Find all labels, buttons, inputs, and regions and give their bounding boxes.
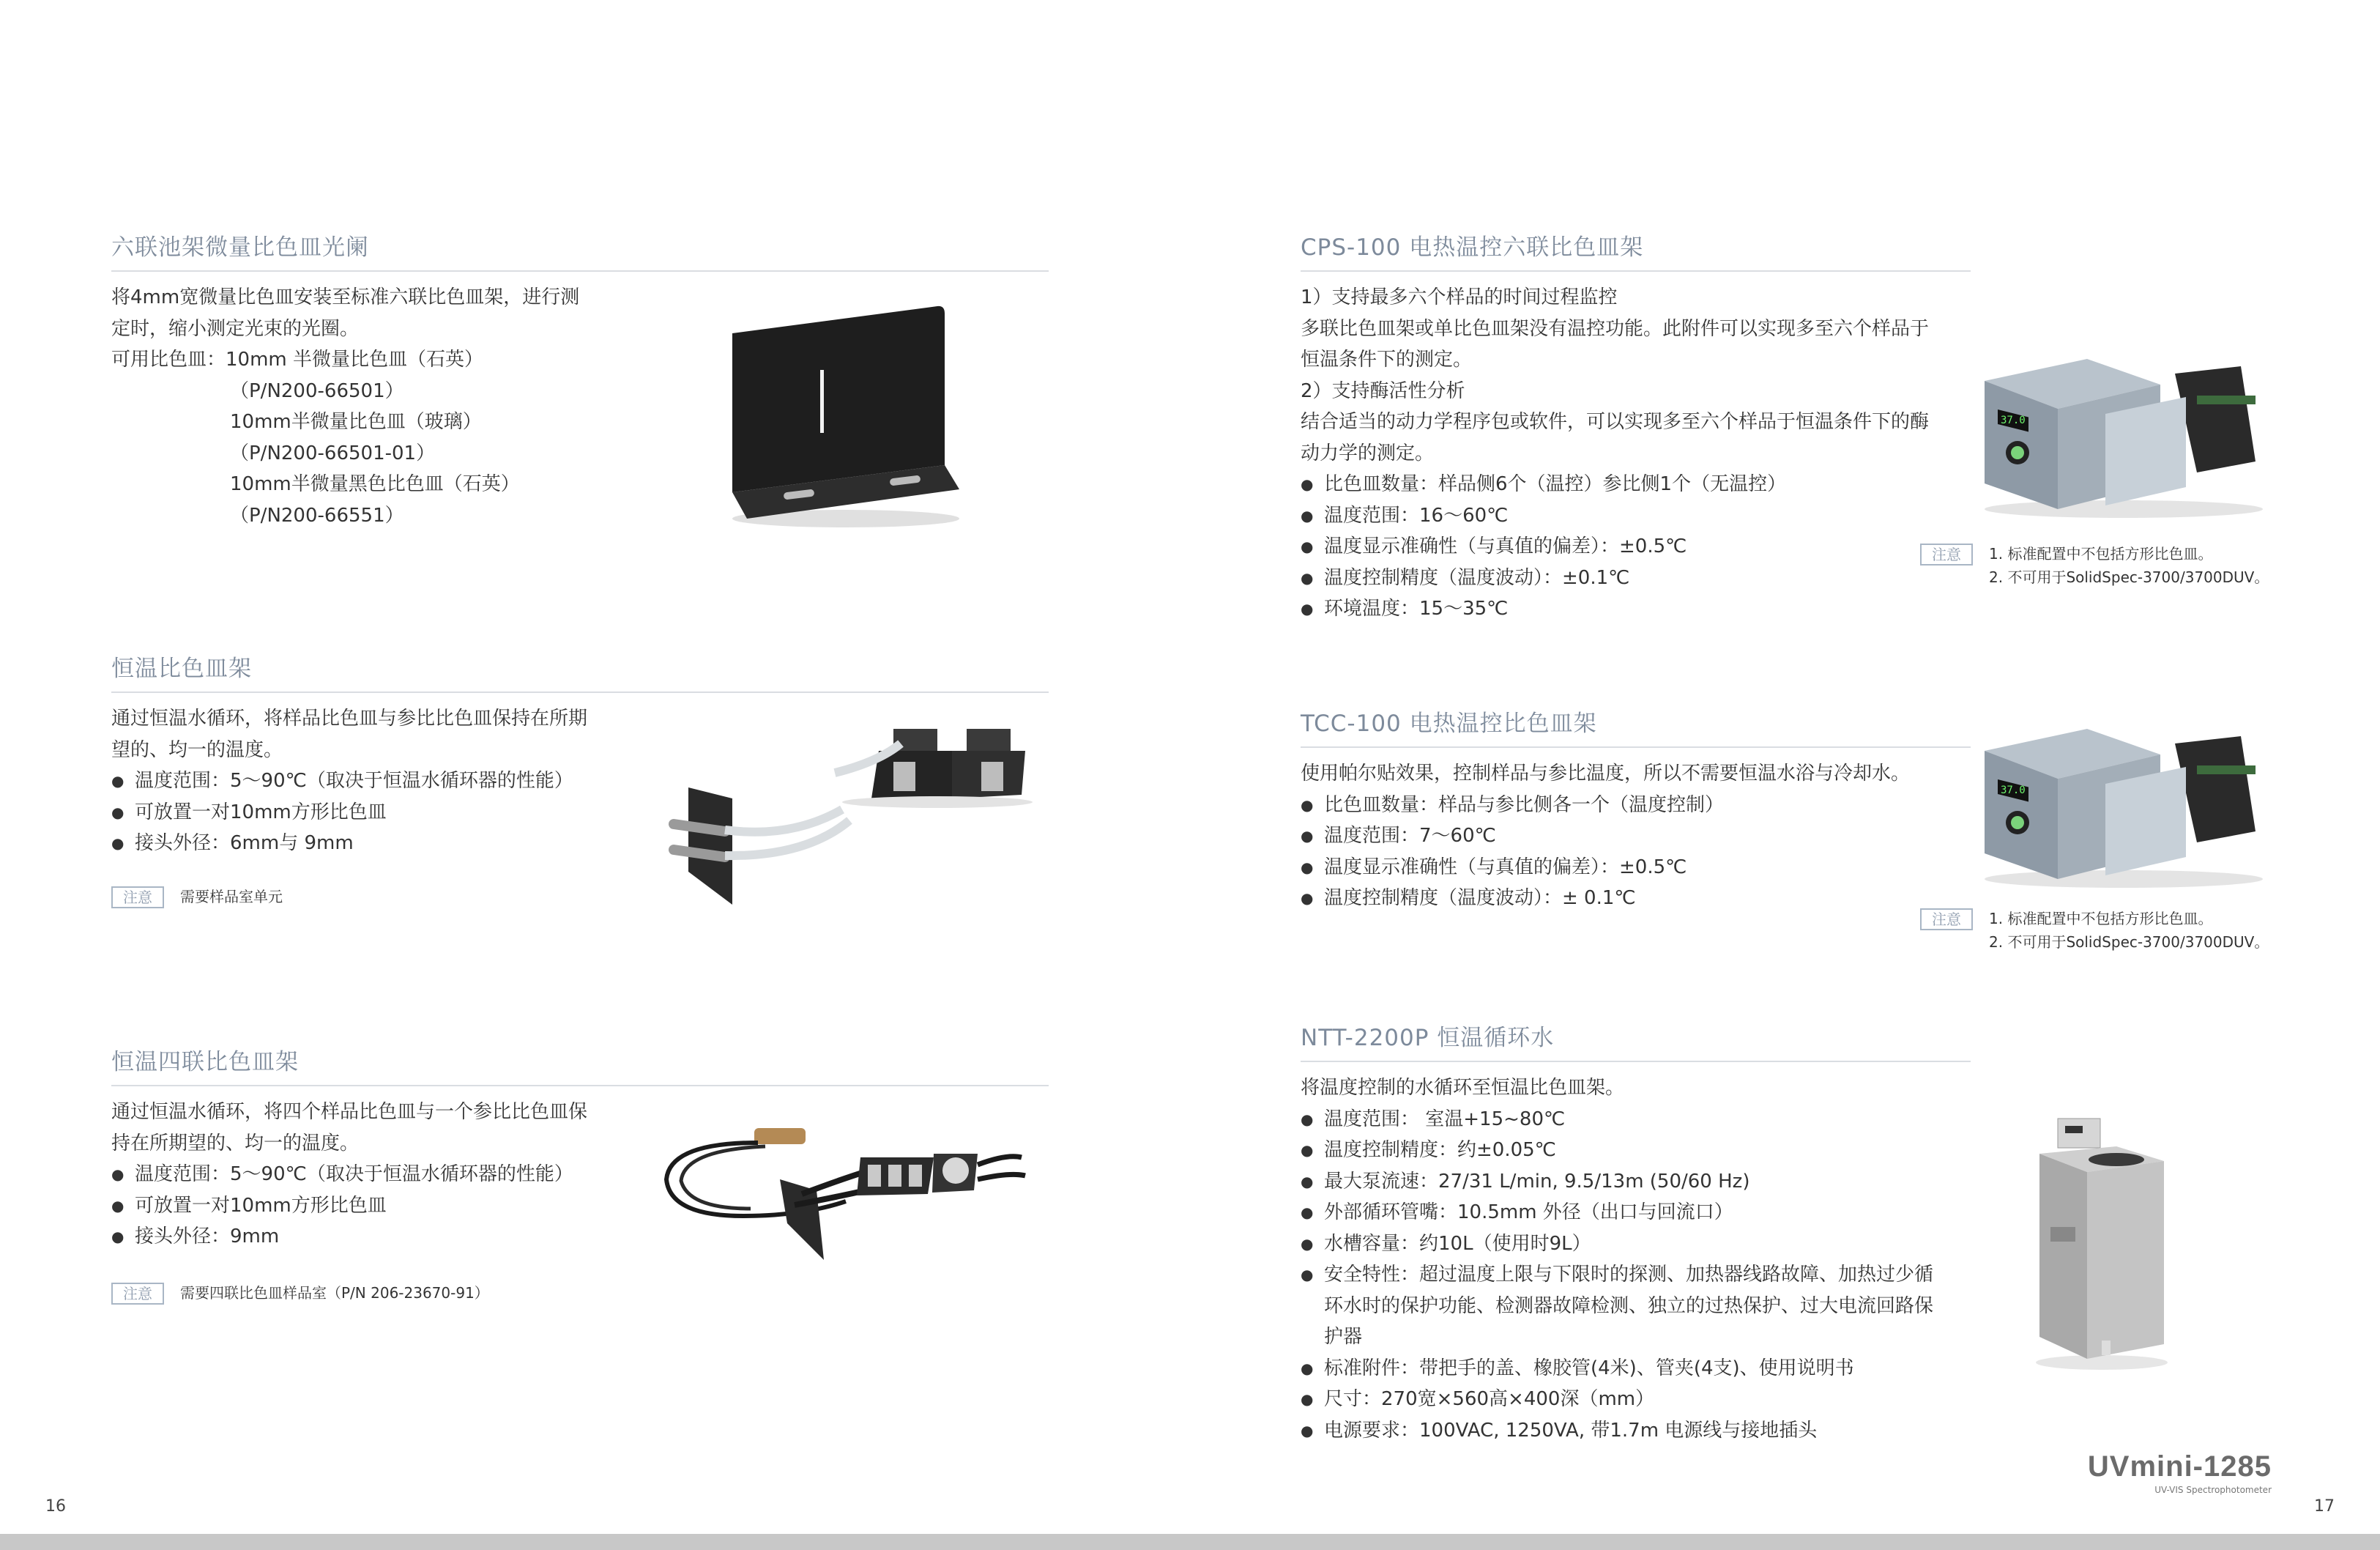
section-tcc100: [1301, 705, 1971, 914]
ntt2200p-product-image: [2028, 1110, 2175, 1373]
section-title: NTT-2200P 恒温循环水: [1301, 1019, 1971, 1062]
note-line: 1. 标准配置中不包括方形比色皿。: [1989, 545, 2213, 563]
spec-item: ● 温度范围：7～60℃: [1301, 820, 1945, 852]
note-tag: 注意: [111, 1283, 164, 1305]
spec-item: ● 尺寸：270宽×560高×400深（mm）: [1301, 1384, 1945, 1415]
feature-1-desc: 多联比色皿架或单比色皿架没有温控功能。此附件可以实现多至六个样品于恒温条件下的测定。: [1301, 317, 1930, 371]
spec-item: ● 温度显示准确性（与真值的偏差）：±0.5℃: [1301, 852, 1945, 883]
note-line: 2. 不可用于SolidSpec-3700/3700DUV。: [1989, 933, 2269, 951]
section-title: 恒温四联比色皿架: [111, 1043, 1049, 1086]
spec-item: ● 温度控制精度（温度波动）：± 0.1℃: [1301, 883, 1945, 914]
spec-item: ● 接头外径：6mm与 9mm: [111, 828, 595, 859]
brand-subtitle: UV-VIS Spectrophotometer: [2154, 1485, 2272, 1495]
cell-item: （P/N200-66501-01）: [230, 442, 436, 464]
section-description: 将4mm宽微量比色皿安装至标准六联比色皿架，进行测定时，缩小测定光束的光圈。: [111, 286, 580, 340]
spec-item: ● 电源要求：100VAC, 1250VA, 带1.7m 电源线与接地插头: [1301, 1415, 1945, 1447]
aperture-product-image: [718, 300, 967, 535]
section-title: TCC-100 电热温控比色皿架: [1301, 705, 1971, 748]
note-tag: 注意: [111, 886, 164, 908]
thermo-holder-image: [659, 722, 1040, 912]
bottom-bar: [0, 1534, 2380, 1550]
note-line: 1. 标准配置中不包括方形比色皿。: [1989, 910, 2213, 927]
spec-item: ● 环境温度：15～35℃: [1301, 593, 1945, 625]
section-description: 通过恒温水循环，将样品比色皿与参比比色皿保持在所期望的、均一的温度。: [111, 708, 588, 761]
section-title: 恒温比色皿架: [111, 650, 1049, 693]
display-readout: 37.0: [2001, 415, 2026, 426]
spec-item: ● 比色皿数量：样品侧6个（温控）参比侧1个（无温控）: [1301, 469, 1945, 500]
display-readout: 37.0: [2001, 785, 2026, 796]
tcc100-product-image: [1977, 714, 2270, 890]
feature-2: 2）支持酶活性分析: [1301, 379, 1465, 402]
spec-item: ● 温度范围：16～60℃: [1301, 500, 1945, 532]
cell-item: （P/N200-66501）: [230, 379, 404, 402]
quad-holder-image: [655, 1113, 1044, 1267]
section-ntt2200p: [1301, 1019, 1971, 1446]
note-line: 2. 不可用于SolidSpec-3700/3700DUV。: [1989, 568, 2269, 586]
cells-label: 可用比色皿：10mm 半微量比色皿（石英）: [111, 349, 484, 371]
spec-item: ● 温度控制精度：约±0.05℃: [1301, 1135, 1945, 1166]
section-description: 通过恒温水循环，将四个样品比色皿与一个参比比色皿保持在所期望的、均一的温度。: [111, 1101, 588, 1154]
spec-item: ● 接头外径：9mm: [111, 1221, 595, 1253]
spec-item: ● 安全特性：超过温度上限与下限时的探测、加热器线路故障、加热过少循环水时的保护功能、检测器故障检测、独立的过热保护、过大电流回路保护器: [1301, 1259, 1945, 1353]
feature-1: 1）支持最多六个样品的时间过程监控: [1301, 286, 1618, 308]
section-cps100: [1301, 229, 1971, 625]
spec-item: ● 比色皿数量：样品与参比侧各一个（温度控制）: [1301, 790, 1945, 821]
cell-item: 10mm半微量黑色比色皿（石英）: [230, 473, 520, 495]
spec-item: ● 可放置一对10mm方形比色皿: [111, 1190, 595, 1222]
note-text: 需要四联比色皿样品室（P/N 206-23670-91）: [180, 1284, 489, 1302]
spec-item: ● 可放置一对10mm方形比色皿: [111, 797, 595, 828]
section-description: 将温度控制的水循环至恒温比色皿架。: [1301, 1077, 1625, 1099]
note-text: 需要样品室单元: [180, 888, 283, 905]
page-number-left: 16: [45, 1497, 66, 1516]
spec-item: ● 温度范围： 室温+15~80℃: [1301, 1104, 1945, 1135]
cell-item: 10mm半微量比色皿（玻璃）: [230, 411, 482, 433]
spec-item: ● 温度范围：5～90℃（取决于恒温水循环器的性能）: [111, 1159, 595, 1190]
section-title: CPS-100 电热温控六联比色皿架: [1301, 229, 1971, 272]
spec-item: ● 最大泵流速：27/31 L/min, 9.5/13m (50/60 Hz): [1301, 1166, 1945, 1198]
spec-item: ● 温度显示准确性（与真值的偏差）：±0.5℃: [1301, 531, 1945, 563]
spec-item: ● 外部循环管嘴：10.5mm 外径（出口与回流口）: [1301, 1197, 1945, 1228]
section-description: 使用帕尔贴效果，控制样品与参比温度，所以不需要恒温水浴与冷却水。: [1301, 763, 1911, 785]
spec-item: ● 温度范围：5～90℃（取决于恒温水循环器的性能）: [111, 765, 595, 797]
page-number-right: 17: [2314, 1497, 2335, 1516]
feature-2-desc: 结合适当的动力学程序包或软件，可以实现多至六个样品于恒温条件下的酶动力学的测定。: [1301, 411, 1930, 464]
cps100-product-image: [1977, 344, 2270, 520]
brand-block: [2088, 1450, 2272, 1495]
cells-list: [111, 376, 595, 532]
cell-item: （P/N200-66551）: [230, 504, 404, 527]
note-tag: 注意: [1920, 908, 1973, 930]
note-tcc100: [1920, 907, 2269, 954]
note-cps100: [1920, 542, 2269, 589]
spec-item: ● 温度控制精度（温度波动）：±0.1℃: [1301, 563, 1945, 594]
brand-title: UVmini-1285: [2087, 1450, 2272, 1483]
note-quad-holder: [111, 1281, 489, 1305]
note-tag: 注意: [1920, 544, 1973, 566]
section-title: 六联池架微量比色皿光阑: [111, 229, 1049, 272]
spec-item: ● 标准附件：带把手的盖、橡胶管(4米)、管夹(4支)、使用说明书: [1301, 1353, 1945, 1384]
spec-item: ● 水槽容量：约10L（使用时9L）: [1301, 1228, 1945, 1260]
note-thermo-holder: [111, 885, 283, 908]
